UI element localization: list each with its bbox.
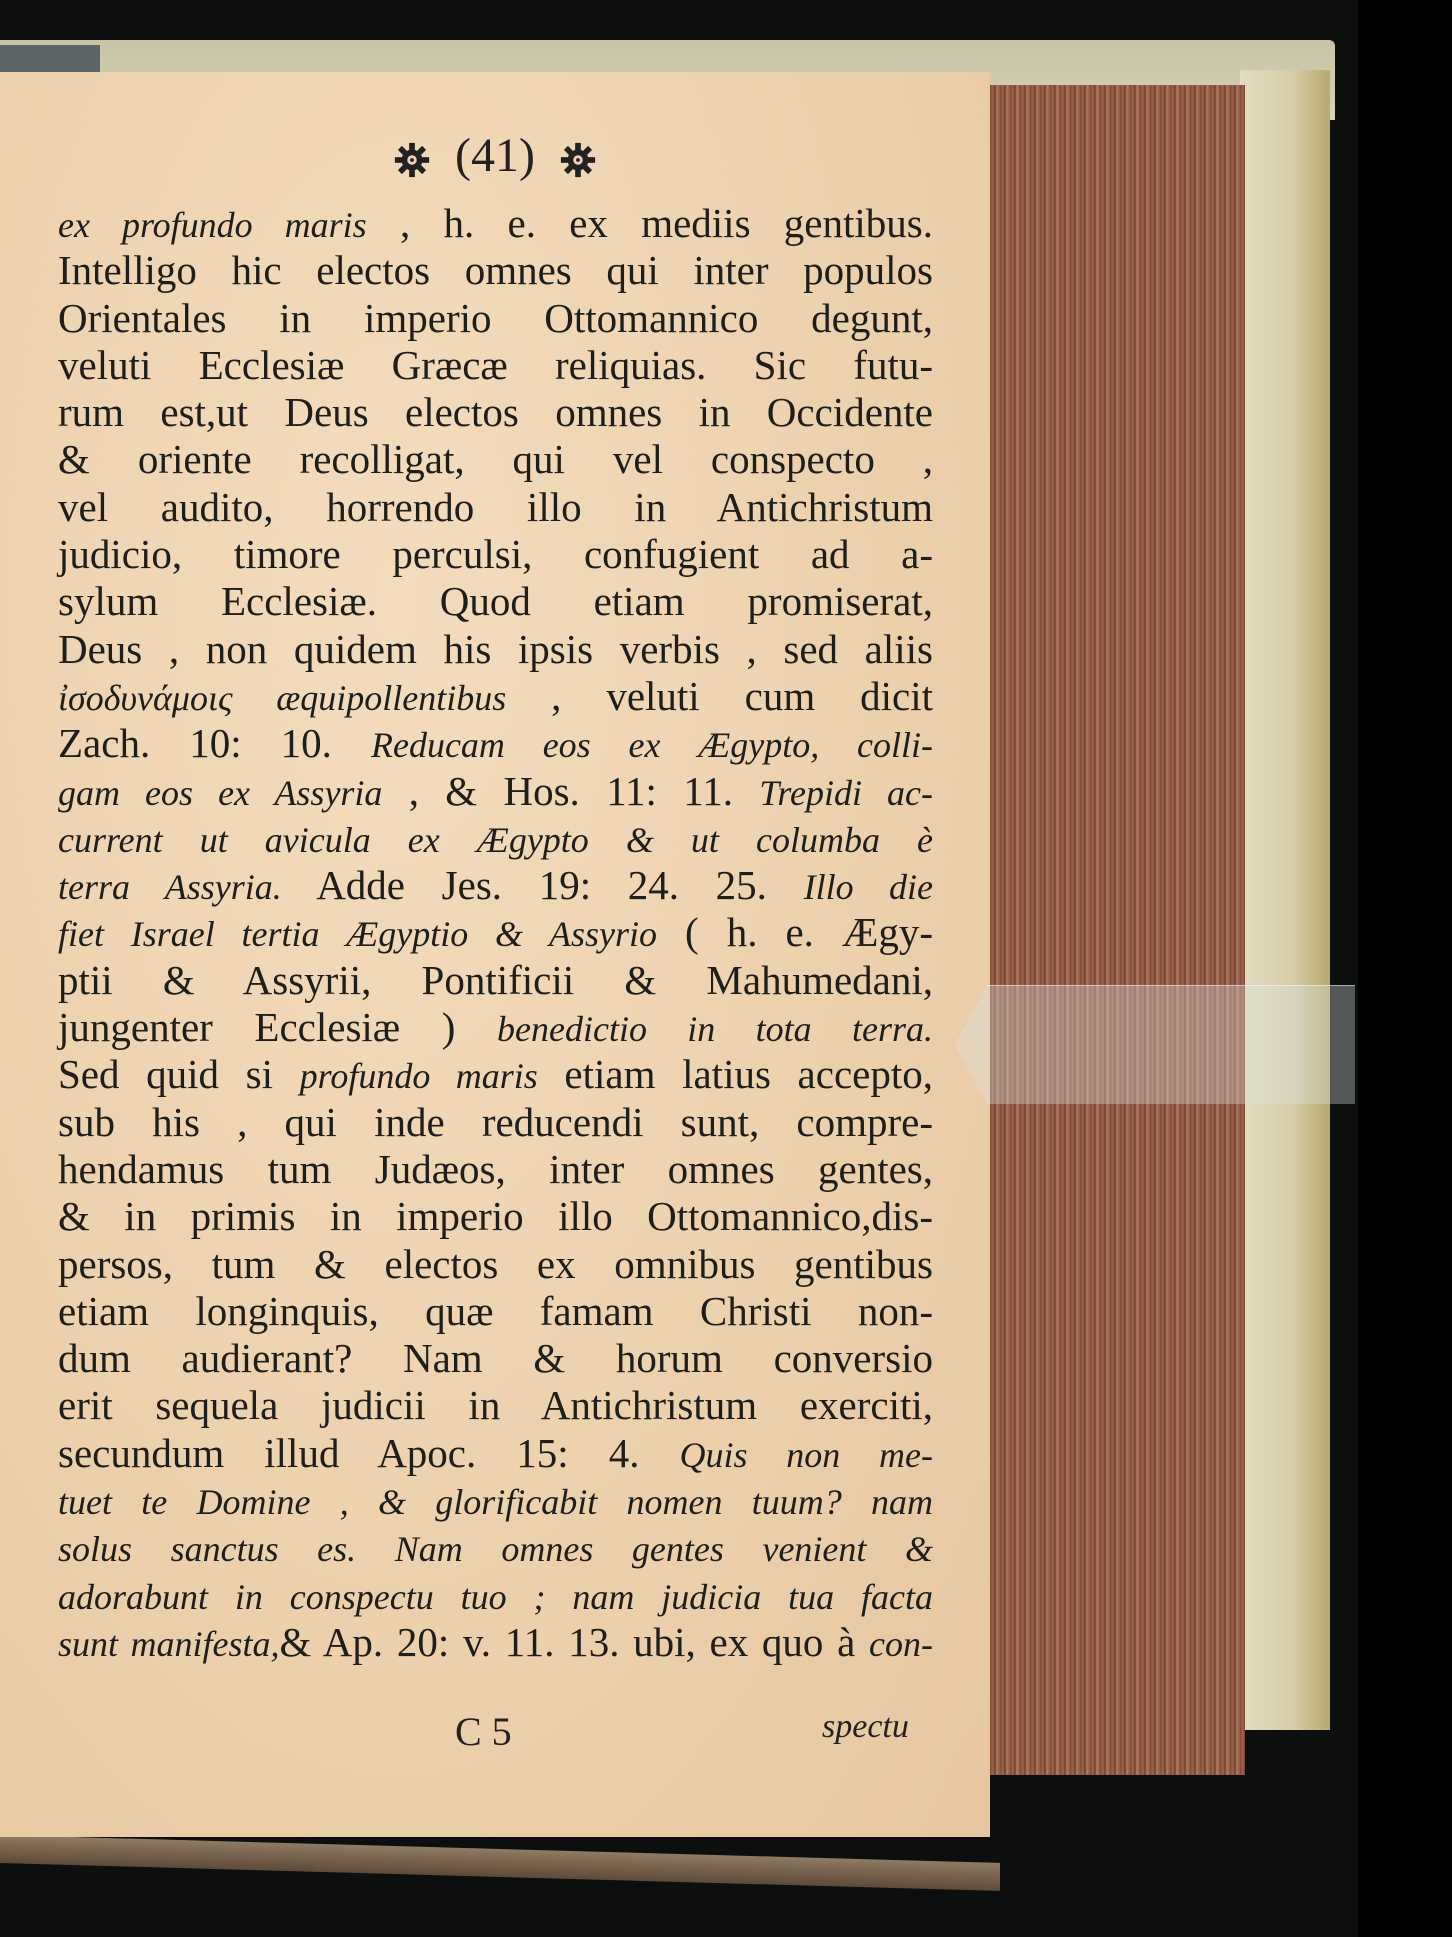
text-line [58, 673, 933, 720]
roman-text: Sed quid si [58, 1051, 300, 1098]
roman-text: judicio, timore perculsi, confugient ad a- [58, 531, 933, 578]
text-line [58, 1099, 933, 1146]
roman-text: Intelligo hic electos omnes qui inter populos [58, 247, 933, 294]
text-line [58, 1524, 933, 1571]
page-header [0, 128, 990, 183]
roman-text: erit sequela judicii in Antichristum exerciti, [58, 1382, 933, 1429]
text-line [58, 1619, 933, 1666]
italic-text: sunt manifesta, [58, 1623, 280, 1664]
roman-text: veluti Ecclesiæ Græcæ reliquias. Sic futu- [58, 341, 933, 388]
roman-text: sub his , qui inde reducendi sunt, compre- [58, 1098, 933, 1145]
text-line [58, 295, 933, 342]
roman-text: Adde Jes. 19: 24. 25. [281, 862, 804, 909]
italic-text: Illo die [803, 867, 934, 908]
italic-text: fiet Israel tertia Ægyptio & Assyrio [58, 914, 658, 955]
roman-text: & Ap. 20: v. 11. 13. ubi, ex quo à [279, 1618, 870, 1665]
text-line [58, 1335, 933, 1382]
italic-text: profundo maris [299, 1056, 538, 1097]
roman-text: etiam latius accepto, [537, 1051, 933, 1098]
roman-text: vel audito, horrendo illo in Antichristum [58, 483, 933, 530]
text-line [58, 200, 933, 247]
page-footer [0, 1708, 990, 1758]
text-line [58, 578, 933, 625]
text-line [58, 1477, 933, 1524]
roman-text: sylum Ecclesiæ. Quod etiam promiserat, [58, 578, 933, 625]
italic-text: solus sanctus es. Nam omnes gentes venient & [58, 1529, 933, 1570]
italic-text: current ut avicula ex Ægypto & ut columba è [58, 819, 933, 860]
roman-text: hendamus tum Judæos, inter omnes gentes, [58, 1145, 933, 1192]
text-line [58, 1572, 933, 1619]
italic-text: Quis non me- [679, 1434, 933, 1475]
roman-text: , & Hos. 11: 11. [382, 767, 760, 814]
text-line [58, 1382, 933, 1429]
italic-text: gam eos ex Assyria [58, 772, 383, 813]
text-line [58, 484, 933, 531]
text-line [58, 957, 933, 1004]
text-line [58, 247, 933, 294]
roman-text: ( h. e. Ægy- [657, 909, 933, 956]
roman-text: Deus , non quidem his ipsis verbis , sed aliis [58, 625, 933, 672]
roman-text: etiam longinquis, quæ famam Christi non- [58, 1287, 933, 1334]
roman-text: , veluti cum dicit [506, 672, 933, 719]
roman-text: & in primis in imperio illo Ottomannico,dis- [58, 1193, 933, 1240]
text-line [58, 342, 933, 389]
roman-text: jungenter Ecclesiæ ) [58, 1004, 497, 1051]
text-line [58, 720, 933, 767]
roman-text: & oriente recolligat, qui vel conspecto , [58, 436, 933, 483]
italic-text: adorabunt in conspectu tuo ; nam judicia tua facta [58, 1576, 933, 1617]
body-text [58, 200, 933, 1666]
roman-text: Zach. 10: 10. [58, 720, 371, 767]
italic-text: benedictio in tota terra. [497, 1009, 933, 1050]
roman-text: rum est,ut Deus electos omnes in Occidente [58, 389, 933, 436]
italic-text: tuet te Domine , & glorificabit nomen tuum? nam [58, 1482, 933, 1523]
roman-text: persos, tum & electos ex omnibus gentibus [58, 1240, 933, 1287]
roman-text: secundum illud Apoc. 15: 4. [58, 1429, 680, 1476]
text-line [58, 626, 933, 673]
italic-text: ex profundo maris [58, 205, 367, 245]
text-line [58, 531, 933, 578]
roman-text: , h. e. ex mediis gentibus. [366, 200, 933, 246]
roman-text: dum audierant? Nam & horum conversio [58, 1335, 933, 1382]
italic-text: con- [869, 1623, 933, 1664]
text-line [58, 1051, 933, 1098]
rosette-ornament-icon [393, 139, 431, 181]
roman-text: Orientales in imperio Ottomannico degunt, [58, 294, 933, 341]
transparent-page-clip [955, 985, 1355, 1104]
text-line [58, 1288, 933, 1335]
page-fore-edge [980, 85, 1245, 1775]
book-spine-fragment [0, 45, 100, 75]
rosette-ornament-icon [559, 139, 597, 181]
text-line [58, 768, 933, 815]
text-line [58, 436, 933, 483]
book-cover-right [1240, 70, 1330, 1730]
italic-text: Reducam eos ex Ægypto, colli- [370, 725, 933, 766]
italic-text: ἰσοδυνάμοις æquipollentibus [58, 677, 507, 718]
catchword: spectu [822, 1708, 909, 1745]
text-line [58, 389, 933, 436]
text-line [58, 1146, 933, 1193]
text-line [58, 909, 933, 956]
italic-text: Trepidi ac- [759, 772, 933, 813]
text-line [58, 815, 933, 862]
text-line [58, 1004, 933, 1051]
text-line [58, 1193, 933, 1240]
text-line [58, 1430, 933, 1477]
signature-mark: C 5 [455, 1709, 512, 1754]
italic-text: terra Assyria. [58, 867, 282, 908]
text-line [58, 1241, 933, 1288]
page-number: (41) [455, 129, 535, 182]
roman-text: ptii & Assyrii, Pontificii & Mahumedani, [58, 956, 933, 1003]
text-line [58, 862, 933, 909]
